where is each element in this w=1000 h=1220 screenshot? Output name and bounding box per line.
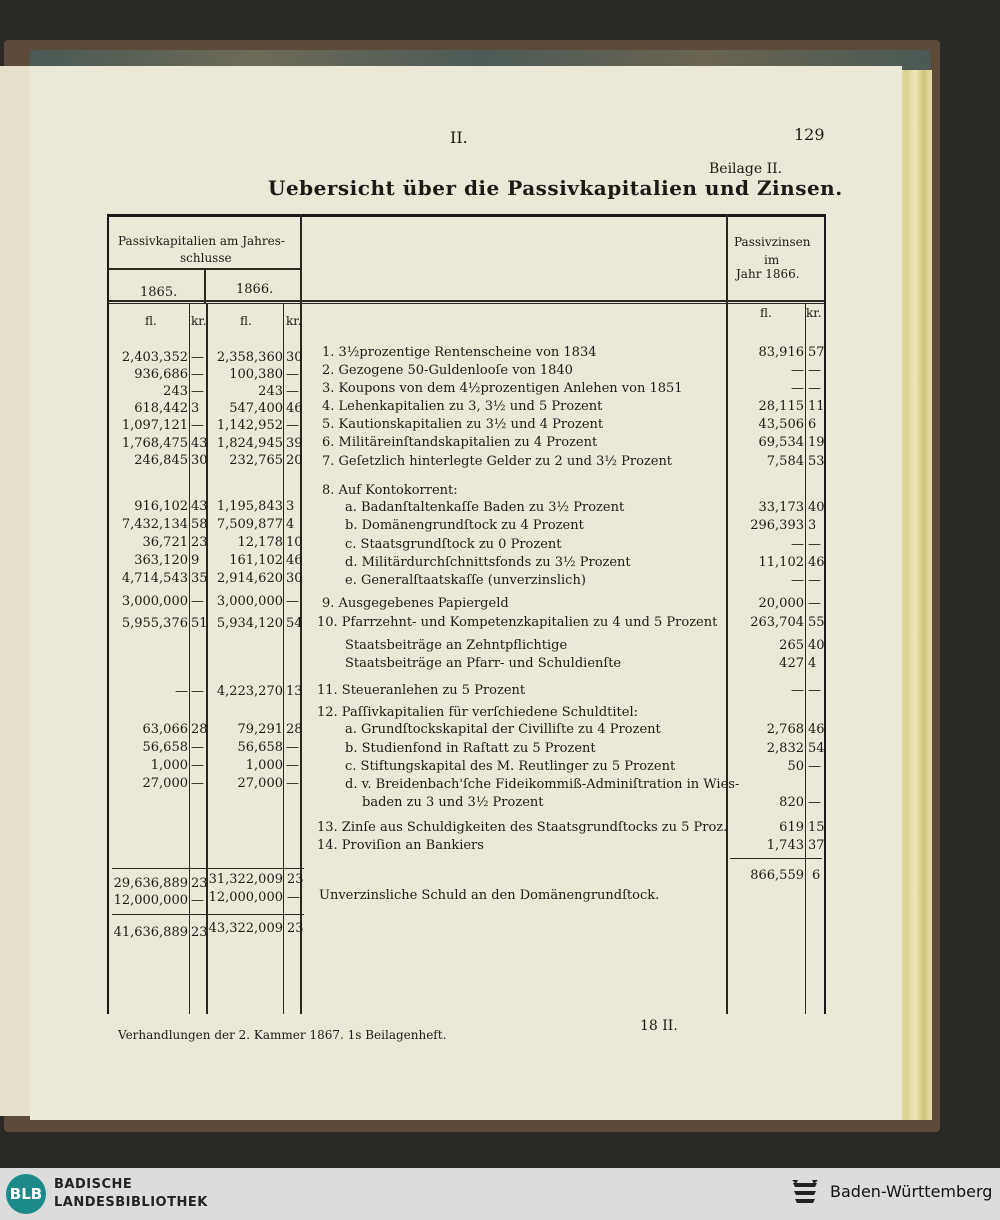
cell-zinsen-fl: 20,000 <box>758 596 804 611</box>
cell-fl-1865: 63,066 <box>142 722 188 737</box>
unit-kr-zinsen: kr. <box>806 306 822 320</box>
cell-zinsen-fl: 43,506 <box>758 417 804 432</box>
cell-zinsen-fl: 69,534 <box>758 435 804 450</box>
library-name-line2: LANDESBIBLIOTHEK <box>54 1195 208 1210</box>
cell-kr-1865: — <box>191 776 204 791</box>
partner-name[interactable]: Baden-Württemberg <box>830 1182 993 1201</box>
cell-description: a. Grundſtockskapital der Civilliſte zu 4 Prozent <box>345 722 661 737</box>
cell-description: Staatsbeiträge an Zehntpflichtige <box>345 638 568 653</box>
grand-kr-1865: 23 <box>191 925 208 940</box>
total-zinsen-kr: 6 <box>812 868 821 883</box>
cell-fl-1866: 1,000 <box>245 758 283 773</box>
library-banner <box>0 1168 1000 1220</box>
header-passivkapitalien: Passivkapitalien am Jahres- <box>118 234 285 248</box>
unit-fl-1865: fl. <box>145 314 157 328</box>
cell-fl-1865: 5,955,376 <box>121 616 188 631</box>
cell-zinsen-kr: 6 <box>808 417 817 432</box>
unit-kr-1866: kr. <box>286 314 302 328</box>
dom-kr-1866: — <box>287 890 300 905</box>
cell-fl-1865: 363,120 <box>134 553 188 568</box>
cell-zinsen-fl: 83,916 <box>758 345 804 360</box>
cell-kr-1865: — <box>191 418 204 433</box>
cell-kr-1865: — <box>191 594 204 609</box>
cell-fl-1866: 2,914,620 <box>216 571 283 586</box>
cell-description: 13. Zinſe aus Schuldigkeiten des Staatsgrundſtocks zu 5 Proz. <box>317 820 728 835</box>
library-name-line1: BADISCHE <box>54 1177 133 1192</box>
cell-zinsen-kr: — <box>808 573 821 588</box>
cell-kr-1866: 39 <box>286 436 303 451</box>
cell-fl-1866: 2,358,360 <box>216 350 283 365</box>
cell-zinsen-kr: 54 <box>808 741 825 756</box>
cell-description: d. Militärdurchſchnittsfonds zu 3½ Prozent <box>345 555 631 570</box>
cell-fl-1865: 7,432,134 <box>121 517 188 532</box>
cell-description: c. Staatsgrundſtock zu 0 Prozent <box>345 537 562 552</box>
page-title: Uebersicht über die Passivkapitalien und Zinsen. <box>268 176 843 200</box>
cell-zinsen-fl: 7,584 <box>766 454 804 469</box>
cell-kr-1865: — <box>191 350 204 365</box>
cell-kr-1865: 43 <box>191 499 208 514</box>
cell-zinsen-fl: 2,768 <box>766 722 804 737</box>
cell-zinsen-kr: — <box>808 683 821 698</box>
cell-zinsen-kr: 15 <box>808 820 825 835</box>
cell-kr-1866: 20 <box>286 453 303 468</box>
cell-zinsen-kr: — <box>808 795 821 810</box>
cell-zinsen-fl: 1,743 <box>766 838 804 853</box>
cell-zinsen-kr: — <box>808 381 821 396</box>
grand-kr-1866: 23 <box>287 921 304 936</box>
cell-kr-1865: 23 <box>191 535 208 550</box>
cell-description: a. Badanſtaltenkaſſe Baden zu 3½ Prozent <box>345 500 625 515</box>
cell-kr-1865: — <box>191 384 204 399</box>
cell-fl-1866: 1,195,843 <box>216 499 283 514</box>
cell-description: c. Stiftungskapital des M. Reutlinger zu 5 Prozent <box>345 759 676 774</box>
cell-zinsen-kr: — <box>808 537 821 552</box>
cell-fl-1865: 936,686 <box>134 367 188 382</box>
cell-zinsen-fl: 33,173 <box>758 500 804 515</box>
cell-fl-1866: 12,178 <box>237 535 283 550</box>
cell-zinsen-kr: 11 <box>808 399 825 414</box>
cell-kr-1865: 30 <box>191 453 208 468</box>
cell-kr-1865: — <box>191 684 204 699</box>
unit-fl-1866: fl. <box>240 314 252 328</box>
cell-zinsen-fl: 619 <box>779 820 804 835</box>
cell-fl-1866: 232,765 <box>229 453 283 468</box>
total-fl-1865: 29,636,889 <box>113 876 188 891</box>
cell-zinsen-fl: 427 <box>779 656 804 671</box>
cell-zinsen-kr: — <box>808 596 821 611</box>
cell-description: 8. Auf Kontokorrent: <box>322 483 458 498</box>
cell-zinsen-kr: 57 <box>808 345 825 360</box>
unit-kr-1865: kr. <box>191 314 207 328</box>
cell-zinsen-fl: 11,102 <box>758 555 804 570</box>
grand-fl-1865: 41,636,889 <box>113 925 188 940</box>
cell-zinsen-kr: 46 <box>808 722 825 737</box>
cell-fl-1865: 916,102 <box>134 499 188 514</box>
total-fl-1866: 31,322,009 <box>208 872 283 887</box>
cell-zinsen-kr: 53 <box>808 454 825 469</box>
cell-fl-1865: 618,442 <box>134 401 188 416</box>
cell-zinsen-fl: 263,704 <box>750 615 804 630</box>
cell-zinsen-kr: 4 <box>808 656 817 671</box>
cell-description: d. v. Breidenbach'ſche Fideikommiß-Adminiſtration in Wies- <box>345 777 740 792</box>
header-jahr-1866: Jahr 1866. <box>736 267 800 281</box>
header-year-1865: 1865. <box>140 285 178 300</box>
cell-fl-1866: 243 <box>258 384 283 399</box>
cell-fl-1865: 1,097,121 <box>121 418 188 433</box>
cell-kr-1866: — <box>286 776 299 791</box>
cell-zinsen-fl: — <box>791 537 804 552</box>
cell-kr-1865: 35 <box>191 571 208 586</box>
cell-fl-1865: 1,000 <box>150 758 188 773</box>
cell-description: 6. Militäreinſtandskapitalien zu 4 Prozent <box>322 435 598 450</box>
dom-kr-1865: — <box>191 893 204 908</box>
cell-fl-1865: 3,000,000 <box>121 594 188 609</box>
cell-kr-1866: 3 <box>286 499 295 514</box>
cell-kr-1866: — <box>286 758 299 773</box>
cell-description: 11. Steueranlehen zu 5 Prozent <box>317 683 526 698</box>
dom-description: Unverzinsliche Schuld an den Domänengrundſtock. <box>319 888 660 903</box>
cell-kr-1865: — <box>191 758 204 773</box>
header-schlusse: schlusse <box>180 251 232 265</box>
unit-fl-zinsen: fl. <box>760 306 772 320</box>
previous-page-edge <box>0 66 31 1116</box>
beilage-label: Beilage II. <box>709 161 783 177</box>
cell-zinsen-fl: — <box>791 363 804 378</box>
cell-zinsen-fl: 2,832 <box>766 741 804 756</box>
cell-kr-1866: — <box>286 418 299 433</box>
cell-fl-1865: 36,721 <box>142 535 188 550</box>
cell-kr-1866: 54 <box>286 616 303 631</box>
cell-description: e. Generalſtaatskaſſe (unverzinslich) <box>345 573 586 588</box>
cell-fl-1866: 1,824,945 <box>216 436 283 451</box>
dom-fl-1865: 12,000,000 <box>113 893 188 908</box>
cell-description: baden zu 3 und 3½ Prozent <box>362 795 544 810</box>
page-number: 129 <box>794 125 825 144</box>
cell-kr-1866: 13 <box>286 684 303 699</box>
cell-zinsen-kr: 40 <box>808 638 825 653</box>
cell-kr-1866: 46 <box>286 401 303 416</box>
cell-fl-1866: 5,934,120 <box>216 616 283 631</box>
cell-kr-1866: 28 <box>286 722 303 737</box>
cell-fl-1865: 27,000 <box>142 776 188 791</box>
cell-zinsen-kr: 3 <box>808 518 817 533</box>
cell-fl-1866: 27,000 <box>237 776 283 791</box>
cell-zinsen-fl: 50 <box>787 759 804 774</box>
page-footer-left: Verhandlungen der 2. Kammer 1867. 1s Beilagenheft. <box>118 1028 447 1042</box>
cell-kr-1866: — <box>286 740 299 755</box>
cell-kr-1866: — <box>286 594 299 609</box>
cell-zinsen-fl: 296,393 <box>750 518 804 533</box>
cell-description: b. Studienfond in Raſtatt zu 5 Prozent <box>345 741 596 756</box>
total-kr-1866: 23 <box>287 872 304 887</box>
cell-kr-1865: 9 <box>191 553 200 568</box>
library-name[interactable] <box>54 1176 208 1212</box>
cell-fl-1866: 3,000,000 <box>216 594 283 609</box>
cell-kr-1866: — <box>286 367 299 382</box>
page-stack-edge <box>898 70 932 1120</box>
cell-description: 14. Proviſion an Bankiers <box>317 838 484 853</box>
cell-fl-1866: 100,380 <box>229 367 283 382</box>
cell-fl-1866: 547,400 <box>229 401 283 416</box>
cell-kr-1865: 58 <box>191 517 208 532</box>
cell-description: 1. 3½prozentige Rentenscheine von 1834 <box>322 345 597 360</box>
cell-kr-1865: 43 <box>191 436 208 451</box>
cell-fl-1865: 4,714,543 <box>121 571 188 586</box>
cell-zinsen-kr: 55 <box>808 615 825 630</box>
cell-fl-1865: 1,768,475 <box>121 436 188 451</box>
header-year-1866: 1866. <box>236 282 274 297</box>
cell-zinsen-kr: 46 <box>808 555 825 570</box>
cell-fl-1866: 1,142,952 <box>216 418 283 433</box>
cell-kr-1866: 4 <box>286 517 295 532</box>
cell-fl-1866: 56,658 <box>237 740 283 755</box>
cell-fl-1865: — <box>175 684 188 699</box>
cell-description: 5. Kautionskapitalien zu 3½ und 4 Prozent <box>322 417 604 432</box>
cell-zinsen-kr: 40 <box>808 500 825 515</box>
cell-description: 12. Paſſivkapitalien für verſchiedene Schuldtitel: <box>317 705 639 720</box>
total-zinsen-fl: 866,559 <box>750 868 804 883</box>
cell-fl-1865: 56,658 <box>142 740 188 755</box>
cell-zinsen-kr: 37 <box>808 838 825 853</box>
cell-description: 2. Gezogene 50-Guldenlooſe von 1840 <box>322 363 573 378</box>
cell-zinsen-fl: 265 <box>779 638 804 653</box>
cell-description: 7. Geſetzlich hinterlegte Gelder zu 2 und 3½ Prozent <box>322 454 673 469</box>
cell-description: 10. Pfarrzehnt- und Kompetenzkapitalien zu 4 und 5 Prozent <box>317 615 718 630</box>
cell-fl-1866: 161,102 <box>229 553 283 568</box>
cell-kr-1865: — <box>191 367 204 382</box>
cell-kr-1866: 10 <box>286 535 303 550</box>
cell-zinsen-kr: 19 <box>808 435 825 450</box>
cell-zinsen-kr: — <box>808 363 821 378</box>
cell-description: 3. Koupons von dem 4½prozentigen Anlehen von 1851 <box>322 381 683 396</box>
cell-zinsen-fl: — <box>791 381 804 396</box>
dom-fl-1866: 12,000,000 <box>208 890 283 905</box>
cell-fl-1866: 79,291 <box>237 722 283 737</box>
cell-description: 4. Lehenkapitalien zu 3, 3½ und 5 Prozent <box>322 399 603 414</box>
cell-kr-1865: — <box>191 740 204 755</box>
cell-kr-1865: 3 <box>191 401 200 416</box>
cell-kr-1866: 30 <box>286 571 303 586</box>
page-footer-right: 18 II. <box>640 1018 678 1034</box>
cell-kr-1866: — <box>286 384 299 399</box>
cell-zinsen-fl: 28,115 <box>758 399 804 414</box>
total-kr-1865: 23 <box>191 876 208 891</box>
cell-zinsen-fl: — <box>791 683 804 698</box>
cell-kr-1865: 51 <box>191 616 208 631</box>
blb-logo[interactable]: BLB <box>6 1174 46 1214</box>
cell-description: Staatsbeiträge an Pfarr- und Schuldienſte <box>345 656 622 671</box>
cell-zinsen-fl: — <box>791 573 804 588</box>
cell-kr-1866: 30 <box>286 350 303 365</box>
cell-fl-1865: 2,403,352 <box>121 350 188 365</box>
cell-kr-1866: 46 <box>286 553 303 568</box>
cell-fl-1865: 243 <box>163 384 188 399</box>
baden-wuerttemberg-coat-of-arms-icon <box>790 1178 820 1210</box>
cell-kr-1865: 28 <box>191 722 208 737</box>
grand-fl-1866: 43,322,009 <box>208 921 283 936</box>
cell-description: b. Domänengrundſtock zu 4 Prozent <box>345 518 584 533</box>
cell-zinsen-fl: 820 <box>779 795 804 810</box>
book-page <box>30 66 902 1120</box>
cell-fl-1866: 7,509,877 <box>216 517 283 532</box>
header-im: im <box>764 253 780 267</box>
cell-description: 9. Ausgegebenes Papiergeld <box>322 596 509 611</box>
cell-fl-1866: 4,223,270 <box>216 684 283 699</box>
section-number: II. <box>450 128 468 147</box>
header-passivzinsen: Passivzinsen <box>734 235 811 249</box>
cell-fl-1865: 246,845 <box>134 453 188 468</box>
cell-zinsen-kr: — <box>808 759 821 774</box>
